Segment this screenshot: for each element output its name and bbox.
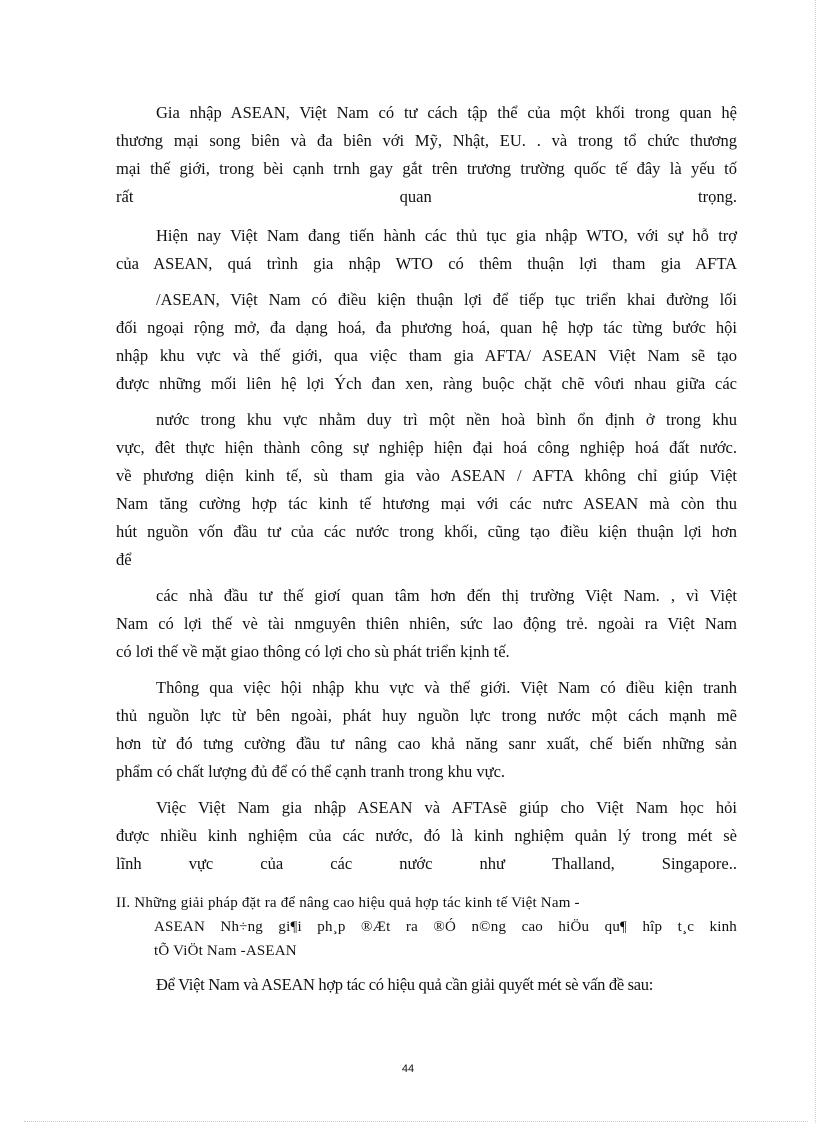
word: quan — [399, 187, 432, 206]
paragraph-line: Gia nhập ASEAN, Việt Nam có tư cách tập thể của một khối trong quan hệ — [156, 103, 737, 122]
closing-sentence: Để Việt Nam và ASEAN hợp tác có hiệu quả cần giải quyết mét sè vấn đề sau: — [156, 975, 654, 994]
paragraph-line: Nam tăng cường hợp tác kinh tế htương mại với các nưrc ASEAN mà còn thu — [116, 494, 737, 513]
footer-divider — [24, 1121, 808, 1122]
paragraph-line: phẩm có chất lượng đủ để có thể cạnh tranh trong khu vực. — [116, 762, 506, 781]
paragraph-line: Thông qua việc hội nhập khu vực và thế giới. Việt Nam có điều kiện tranh — [156, 678, 737, 697]
paragraph-line-spread — [116, 854, 737, 874]
paragraph-line: Việc Việt Nam gia nhập ASEAN và AFTAsẽ giúp cho Việt Nam học hỏi — [156, 798, 737, 817]
paragraph-line: để — [116, 550, 132, 569]
paragraph-line: thương mại song biên và đa biên với Mỹ, Nhật, EU. . và trong tổ chức thương — [116, 131, 737, 150]
word: các — [330, 854, 353, 873]
paragraph-line: nhập khu vực và thế giới, qua việc tham gia AFTA/ ASEAN Việt Nam sẽ tạo — [116, 346, 737, 365]
word: như — [479, 854, 505, 873]
paragraph-line: Nam có lợi thế vè tài nmguyên thiên nhiên, sức lao động trẻ. ngoài ra Việt Nam — [116, 614, 737, 633]
word: nước — [399, 854, 433, 873]
paragraph-line: thủ nguồn lực từ bên ngoài, phát huy nguồn lực trong nước một cách mạnh mẽ — [116, 706, 737, 725]
section-heading-line2: ASEAN Nh÷ng gi¶i ph¸p ®Æt ra ®Ó n©ng cao hiÖu qu¶ hîp t¸c kinh — [154, 919, 737, 935]
paragraph-line-spread — [116, 187, 737, 207]
paragraph-line: của ASEAN, quá trình gia nhập WTO có thêm thuận lợi tham gia AFTA — [116, 254, 737, 273]
paragraph-line: nước trong khu vực nhằm duy trì một nền hoà bình ổn định ở trong khu — [156, 410, 737, 429]
paragraph-line: Hiện nay Việt Nam đang tiến hành các thủ tục gia nhập WTO, với sự hỗ trợ — [156, 226, 737, 245]
paragraph-line: vực, đêt thực hiện thành công sự nghiệp hiện đại hoá công nghiệp hoá đất nước. — [116, 438, 737, 457]
word: rất — [116, 187, 134, 206]
page-number: 44 — [401, 1063, 415, 1075]
paragraph-line: /ASEAN, Việt Nam có điều kiện thuận lợi để tiếp tục triển khai đường lối — [156, 290, 737, 309]
word: Singapore.. — [661, 854, 737, 873]
paragraph-line: hút nguồn vốn đầu tư của các nước trong khối, cũng tạo điều kiện thuận lợi hơn — [116, 522, 737, 541]
paragraph-line: đối ngoại rộng mở, đa dạng hoá, đa phương hoá, quan hệ hợp tác từng bước hội — [116, 318, 737, 337]
paragraph-line: về phương diện kinh tế, sù tham gia vào ASEAN / AFTA không chỉ giúp Việt — [116, 466, 737, 485]
word: trọng. — [698, 187, 737, 206]
section-heading-line3: tÕ ViÖt Nam -ASEAN — [154, 943, 297, 959]
word: của — [260, 854, 284, 873]
paragraph-line: mại thế giới, trong bèi cạnh trnh gay gắt trên trương trường quốc tế đây là yếu tố — [116, 159, 737, 178]
paragraph-line: được những mối liên hệ lợi Ých đan xen, ràng buộc chặt chẽ vôưi nhau giữa các — [116, 374, 737, 393]
word: vực — [188, 854, 214, 873]
paragraph-line: các nhà đầu tư thế giơí quan tâm hơn đến thị trường Việt Nam. , vì Việt — [156, 586, 737, 605]
word: lĩnh — [116, 854, 142, 873]
paragraph-line: hơn từ đó tưng cường đầu tư nâng cao khả năng sanr xuất, chế biến những sản — [116, 734, 737, 753]
section-heading-line1: II. Những giải pháp đặt ra để nâng cao hiệu quả hợp tác kinh tế Việt Nam - — [116, 895, 580, 911]
paragraph-line: có lơi thế về mặt giao thông có lợi cho sù phát triển kịnh tế. — [116, 642, 510, 661]
paragraph-line: được nhiều kinh nghiệm của các nước, đó là kinh nghiệm quản lý trong mét sè — [116, 826, 737, 845]
word: Thalland, — [551, 854, 615, 873]
